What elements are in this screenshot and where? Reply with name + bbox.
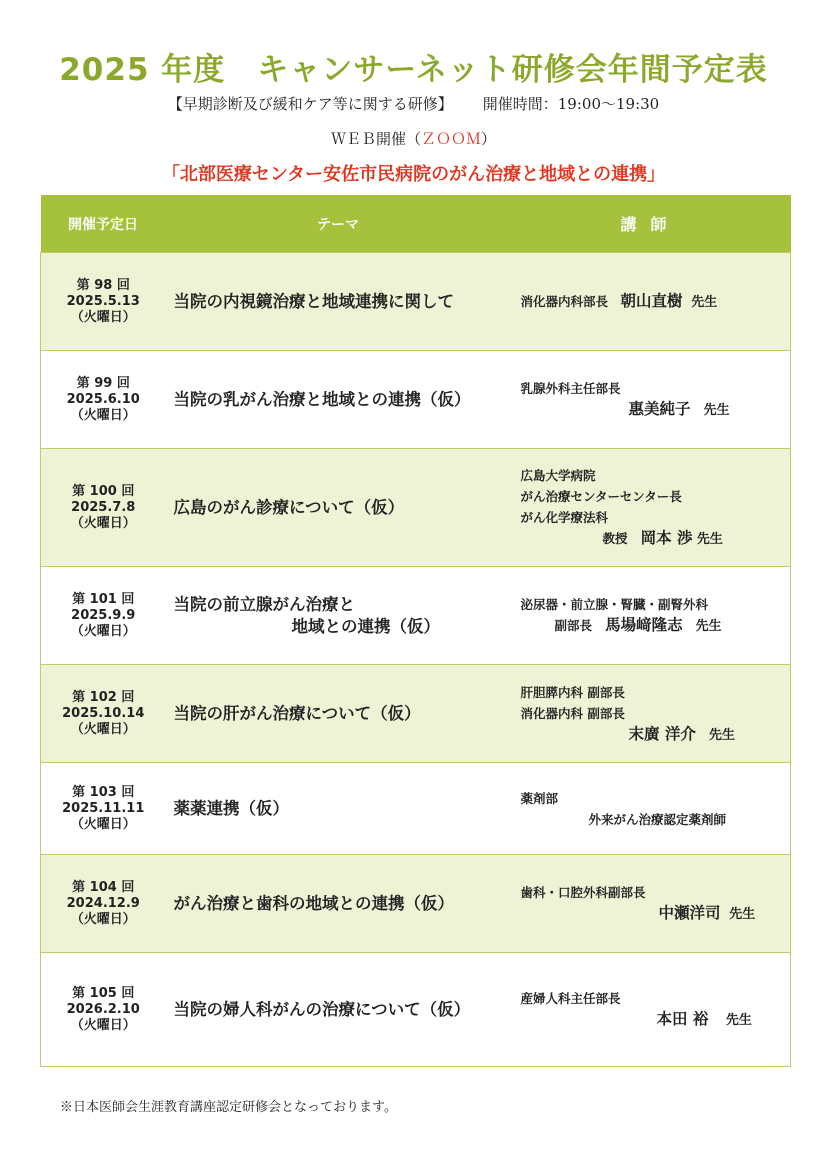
theme-cell	[166, 855, 511, 953]
time-info: 開催時間：19:00～19:30	[482, 95, 660, 113]
speaker-name: 惠美純子	[628, 400, 691, 418]
speaker-role: 外来がん治療認定薬剤師	[588, 811, 727, 827]
theme-text: 当院の肝がん治療について（仮）	[173, 703, 421, 723]
session-day: （火曜日）	[70, 911, 136, 927]
session-number: 第 102 回	[72, 689, 135, 705]
date-cell	[41, 855, 166, 953]
table-row	[41, 953, 791, 1067]
theme-text-line2: 地域との連携（仮）	[291, 616, 440, 636]
session-date: 2025.9.9	[71, 607, 136, 623]
table-row	[41, 449, 791, 567]
schedule-table	[40, 195, 791, 1067]
session-number: 第 101 回	[72, 591, 135, 607]
training-category: 【早期診断及び緩和ケア等に関する研修】	[167, 95, 453, 113]
col-theme-header: テーマ	[166, 195, 511, 253]
session-date: 2025.10.14	[62, 705, 145, 721]
speaker-cell	[511, 953, 791, 1067]
speaker-cell	[511, 253, 791, 351]
session-day: （火曜日）	[70, 515, 136, 531]
theme-text: 薬薬連携（仮）	[173, 798, 289, 818]
session-number: 第 105 回	[72, 985, 135, 1001]
theme-text: 広島のがん診療について（仮）	[173, 497, 405, 517]
web-info	[0, 128, 827, 149]
speaker-name: 本田 裕	[656, 1010, 709, 1028]
theme-text: 当院の乳がん治療と地域との連携（仮）	[173, 389, 471, 409]
web-suffix: ）	[481, 130, 497, 148]
speaker-cell	[511, 665, 791, 763]
theme-cell	[166, 567, 511, 665]
theme-cell	[166, 665, 511, 763]
table-header-row	[41, 195, 791, 253]
session-day: （火曜日）	[70, 309, 136, 325]
session-date: 2025.6.10	[66, 391, 140, 407]
speaker-position: 産婦人科主任部長	[520, 991, 621, 1006]
speaker-name: 中瀬洋司	[658, 904, 721, 922]
zoom-label: ＺＯＯＭ	[420, 130, 481, 148]
theme-cell	[166, 253, 511, 351]
date-cell	[41, 665, 166, 763]
speaker-honorific: 先生	[696, 532, 723, 547]
speaker-department: 薬剤部	[520, 790, 559, 806]
speaker-affiliation: 広島大学病院	[520, 468, 596, 483]
speaker-cell	[511, 449, 791, 567]
table-row	[41, 567, 791, 665]
speaker-position-2: 消化器内科 副部長	[520, 705, 625, 721]
table-row	[41, 351, 791, 449]
theme-cell	[166, 953, 511, 1067]
speaker-honorific: 先生	[725, 1013, 752, 1028]
table-row	[41, 253, 791, 351]
session-number: 第 100 回	[72, 483, 135, 499]
session-day: （火曜日）	[70, 623, 136, 639]
theme-cell	[166, 449, 511, 567]
session-date: 2025.5.13	[66, 293, 140, 309]
speaker-position: 消化器内科部長	[520, 293, 621, 309]
session-number: 第 99 回	[76, 375, 130, 391]
session-number: 第 103 回	[72, 784, 135, 800]
session-number: 第 104 回	[72, 879, 135, 895]
table-row	[41, 763, 791, 855]
speaker-honorific: 先生	[691, 294, 718, 310]
speaker-position: 肝胆膵内科 副部長	[520, 684, 625, 700]
theme-cell	[166, 351, 511, 449]
speaker-honorific: 先生	[708, 727, 735, 743]
speaker-position: 乳腺外科主任部長	[520, 381, 621, 396]
speaker-cell	[511, 567, 791, 665]
speaker-title: 副部長	[554, 618, 593, 633]
session-date: 2025.7.8	[71, 499, 136, 515]
speaker-name: 岡本 渉	[640, 529, 693, 547]
date-cell	[41, 351, 166, 449]
table-row	[41, 855, 791, 953]
date-cell	[41, 953, 166, 1067]
speaker-name: 朝山直樹	[620, 291, 683, 310]
date-cell	[41, 449, 166, 567]
speaker-name: 末廣 洋介	[628, 724, 696, 743]
speaker-department: 泌尿器・前立腺・腎臓・副腎外科	[520, 597, 709, 612]
session-day: （火曜日）	[70, 1017, 136, 1033]
session-day: （火曜日）	[70, 407, 136, 423]
session-number: 第 98 回	[76, 277, 130, 293]
speaker-title: 教授	[602, 531, 628, 546]
session-date: 2026.2.10	[66, 1001, 140, 1017]
col-teacher-header: 講師	[511, 195, 791, 253]
table-row	[41, 665, 791, 763]
session-day: （火曜日）	[70, 721, 136, 737]
series-subtitle: 「北部医療センター安佐市民病院のがん治療と地域との連携」	[161, 164, 666, 185]
speaker-cell	[511, 351, 791, 449]
theme-text: がん治療と歯科の地域との連携（仮）	[173, 893, 454, 913]
footnote: ※日本医師会生涯教育講座認定研修会となっております。	[60, 1100, 397, 1115]
date-cell	[41, 763, 166, 855]
date-cell	[41, 253, 166, 351]
speaker-section: がん化学療法科	[520, 510, 609, 525]
theme-cell	[166, 763, 511, 855]
speaker-honorific: 先生	[703, 403, 730, 418]
speaker-honorific: 先生	[695, 619, 722, 634]
theme-text: 当院の内視鏡治療と地域連携に関して	[173, 291, 454, 311]
col-date-header: 開催予定日	[41, 195, 166, 253]
page-title: 2025 年度 キャンサーネット研修会年間予定表	[59, 52, 768, 88]
speaker-honorific: 先生	[729, 907, 756, 922]
speaker-cell	[511, 855, 791, 953]
session-date: 2024.12.9	[66, 895, 140, 911]
speaker-position: 歯科・口腔外科副部長	[520, 885, 646, 900]
web-prefix: ＷＥＢ開催（	[330, 130, 421, 148]
theme-text: 当院の前立腺がん治療と	[173, 594, 355, 614]
session-date: 2025.11.11	[62, 800, 145, 816]
theme-text: 当院の婦人科がんの治療について（仮）	[173, 999, 471, 1019]
speaker-cell	[511, 763, 791, 855]
speaker-name: 馬場﨑隆志	[605, 616, 683, 634]
session-day: （火曜日）	[70, 816, 136, 832]
date-cell	[41, 567, 166, 665]
speaker-department: がん治療センターセンター長	[520, 489, 682, 504]
info-line	[0, 93, 827, 114]
